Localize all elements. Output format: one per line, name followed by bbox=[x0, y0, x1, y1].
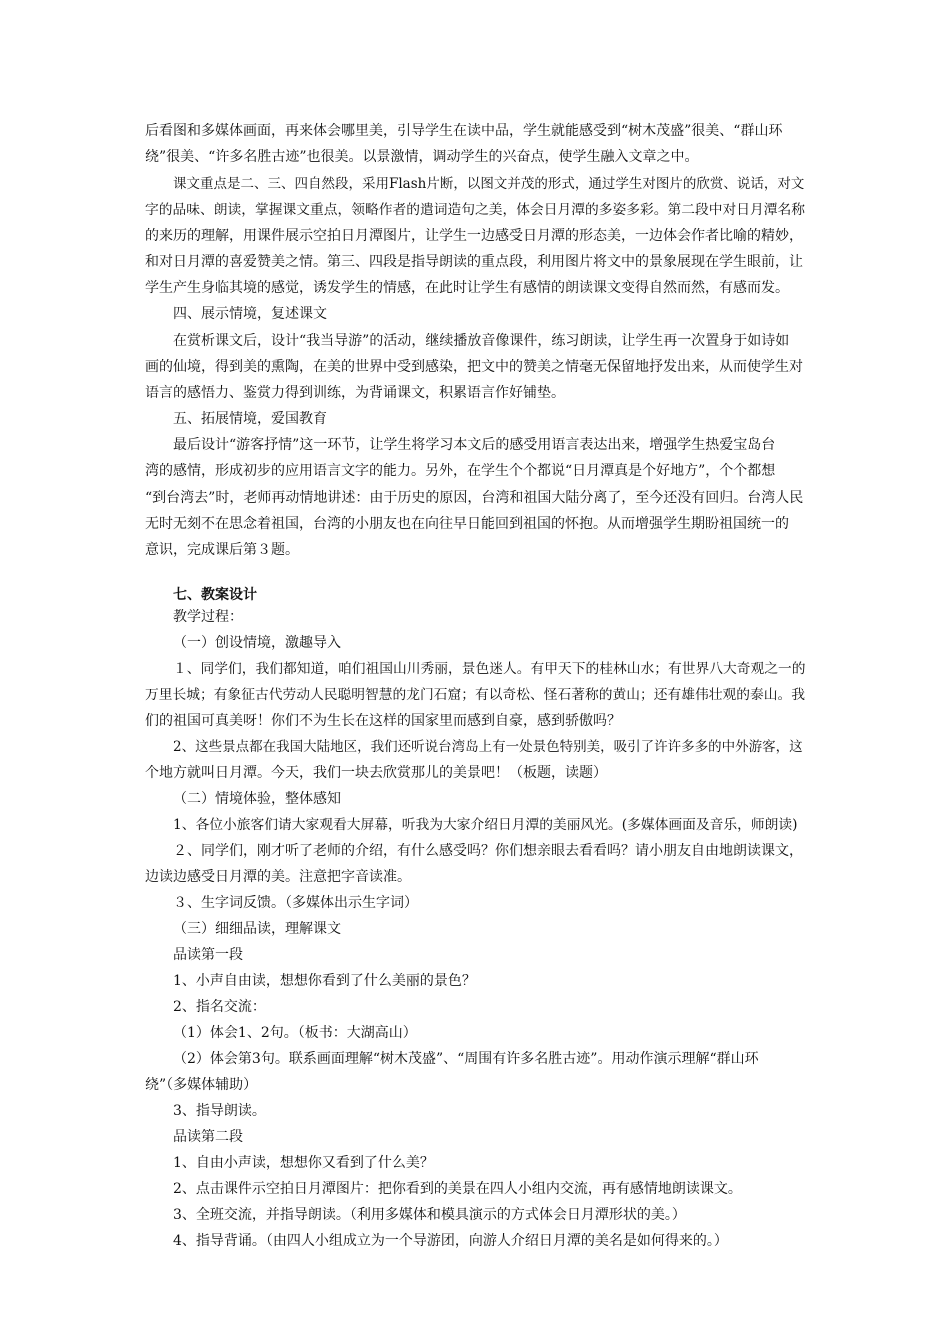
section-heading: 四、展示情境，复述课文 bbox=[173, 306, 327, 322]
text-line: 湾的感情，形成初步的应用语言文字的能力。另外，在学生个个都说“日月潭真是个好地方”，个个都想 bbox=[145, 463, 776, 479]
paragraph-line: 在赏析课文后，设计“我当导游”的活动，继续播放音像课件，练习朗读，让学生再一次置身于如诗如 bbox=[173, 333, 790, 349]
text-line: 们的祖国可真美呀！你们不为生长在这样的国家里而感到自豪，感到骄傲吗？ bbox=[145, 713, 621, 729]
paragraph-line: ２、同学们，刚才听了老师的介绍，有什么感受吗？你们想亲眼去看看吗？请小朋友自由地朗读课文， bbox=[173, 843, 803, 859]
paragraph-line: 3、全班交流，并指导朗读。（利用多媒体和模具演示的方式体会日月潭形状的美。） bbox=[173, 1207, 686, 1223]
text-line: 和对日月潭的喜爱赞美之情。第三、四段是指导朗读的重点段，利用图片将文中的景象展现在学生眼前，让 bbox=[145, 254, 803, 270]
paragraph-line: 2、指名交流： bbox=[173, 999, 266, 1015]
paragraph-line: （1）体会1、2句。（板书：大湖高山） bbox=[173, 1025, 417, 1041]
paragraph-line: 最后设计“游客抒情”这一环节，让学生将学习本文后的感受用语言表达出来，增强学生热爱宝岛台 bbox=[173, 437, 776, 453]
chapter-heading: 七、教案设计 bbox=[173, 587, 257, 603]
text-line: 边读边感受日月潭的美。注意把字音读准。 bbox=[145, 869, 411, 885]
text-line: 绕”很美、“许多名胜古迹”也很美。以景激情，调动学生的兴奋点，使学生融入文章之中。 bbox=[145, 149, 699, 165]
text-line: 教学过程： bbox=[173, 609, 243, 625]
text-line: 字的品味、朗读，掌握课文重点，领略作者的遣词造句之美，体会日月潭的多姿多彩。第二段中对日月潭名称 bbox=[145, 202, 806, 218]
paragraph-line: （2）体会第3句。联系画面理解“树木茂盛”、“周围有许多名胜古迹”。用动作演示理解“群山环 bbox=[173, 1051, 759, 1067]
paragraph-line: 1、自由小声读，想想你又看到了什么美？ bbox=[173, 1155, 434, 1171]
section-heading: （二）情境体验，整体感知 bbox=[173, 791, 341, 807]
text-line: 无时无刻不在思念着祖国，台湾的小朋友也在向往早日能回到祖国的怀抱。从而增强学生期盼祖国统一的 bbox=[145, 516, 789, 532]
paragraph-line: 3、指导朗读。 bbox=[173, 1103, 266, 1119]
text-line: 学生产生身临其境的感觉，诱发学生的情感，在此时让学生有感情的朗读课文变得自然而然，有感而发。 bbox=[145, 280, 789, 296]
text-line: 画的仙境，得到美的熏陶，在美的世界中受到感染，把文中的赞美之情毫无保留地抒发出来，从而使学生对 bbox=[145, 359, 803, 375]
text-line: 个地方就叫日月潭。今天，我们一块去欣赏那儿的美景吧！（板题，读题） bbox=[145, 765, 607, 781]
text-line: “到台湾去”时，老师再动情地讲述：由于历史的原因，台湾和祖国大陆分离了，至今还没有回归。台湾人民 bbox=[145, 490, 804, 506]
text-line: 的来历的理解，用课件展示空拍日月潭图片，让学生一边感受日月潭的形态美，一边体会作者比喻的精妙， bbox=[145, 228, 803, 244]
paragraph-line: 2、点击课件示空拍日月潭图片：把你看到的美景在四人小组内交流，再有感情地朗读课文。 bbox=[173, 1181, 742, 1197]
section-heading: （三）细细品读，理解课文 bbox=[173, 921, 341, 937]
paragraph-line: 2、这些景点都在我国大陆地区，我们还听说台湾岛上有一处景色特别美，吸引了许许多多的中外游客，这 bbox=[173, 739, 803, 755]
text-line: 后看图和多媒体画面，再来体会哪里美，引导学生在读中品，学生就能感受到“树木茂盛”很美、“群山环 bbox=[145, 123, 783, 139]
section-heading: （一）创设情境，激趣导入 bbox=[173, 635, 341, 651]
paragraph-line: 1、小声自由读，想想你看到了什么美丽的景色？ bbox=[173, 973, 476, 989]
text-line: 语言的感悟力、鉴赏力得到训练，为背诵课文，积累语言作好铺垫。 bbox=[145, 385, 565, 401]
text-line: 万里长城；有象征古代劳动人民聪明智慧的龙门石窟；有以奇松、怪石著称的黄山；还有雄伟壮观的泰山。我 bbox=[145, 687, 806, 703]
text-line: 意识，完成课后第３题。 bbox=[145, 542, 299, 558]
paragraph-line: ３、生字词反馈。（多媒体出示生字词） bbox=[173, 895, 418, 911]
paragraph-line: １、同学们，我们都知道，咱们祖国山川秀丽，景色迷人。有甲天下的桂林山水；有世界八大奇观之一的 bbox=[173, 661, 806, 677]
paragraph-line: 4、指导背诵。（由四人小组成立为一个导游团，向游人介绍日月潭的美名是如何得来的。） bbox=[173, 1233, 728, 1249]
paragraph-line: 1、各位小旅客们请大家观看大屏幕，听我为大家介绍日月潭的美丽风光。(多媒体画面及音乐，师朗读) bbox=[173, 817, 798, 833]
subsection-heading: 品读第二段 bbox=[173, 1129, 243, 1145]
text-line: 绕”（多媒体辅助） bbox=[145, 1077, 258, 1093]
subsection-heading: 品读第一段 bbox=[173, 947, 243, 963]
paragraph-line: 课文重点是二、三、四自然段，采用Flash片断，以图文并茂的形式，通过学生对图片的欣赏、说话，对文 bbox=[173, 176, 805, 192]
section-heading: 五、拓展情境，爱国教育 bbox=[173, 411, 327, 427]
